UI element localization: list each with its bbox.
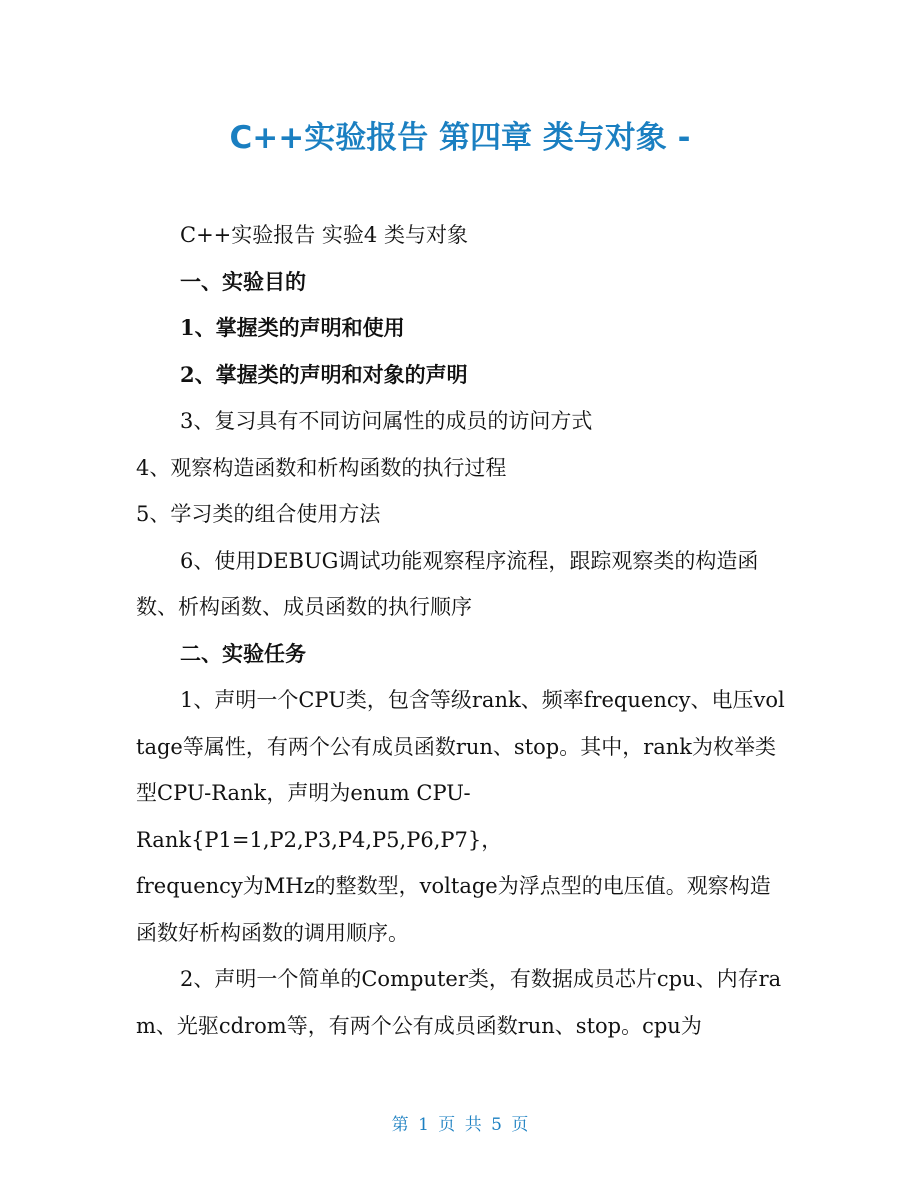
section-heading-objectives: 一、实验目的 xyxy=(180,268,306,294)
task-item-1-continued: frequency为MHz的整数型，voltage为浮点型的电压值。观察构造函数好析构函数的调用顺序。 xyxy=(136,874,771,945)
objective-item-3: 3、复习具有不同访问属性的成员的访问方式 xyxy=(180,409,593,433)
document-title: C++实验报告 第四章 类与对象 - xyxy=(229,120,691,156)
task-item-2: 2、声明一个简单的Computer类，有数据成员芯片cpu、内存ram、光驱cdrom等，有两个公有成员函数run、stop。cpu为 xyxy=(136,967,782,1038)
section-heading-tasks: 二、实验任务 xyxy=(180,640,306,666)
objective-item-1: 1、掌握类的声明和使用 xyxy=(180,315,405,340)
paragraph-report-heading: C++实验报告 实验4 类与对象 xyxy=(180,223,468,247)
page-number-footer: 第 1 页 共 5 页 xyxy=(391,1115,529,1135)
objective-item-5: 5、学习类的组合使用方法 xyxy=(136,502,381,526)
task-item-1-enum: Rank{P1=1,P2,P3,P4,P5,P6,P7}， xyxy=(136,827,503,852)
task-item-1: 1、声明一个CPU类，包含等级rank、频率frequency、电压voltage等属性，有两个公有成员函数run、stop。其中，rank为枚举类型CPU-Rank，声明为enum CPU- xyxy=(136,688,785,805)
objective-item-6: 6、使用DEBUG调试功能观察程序流程，跟踪观察类的构造函数、析构函数、成员函数的执行顺序 xyxy=(136,548,759,619)
document-body xyxy=(136,212,786,1049)
objective-item-2: 2、掌握类的声明和对象的声明 xyxy=(180,361,468,387)
objective-item-4: 4、观察构造函数和析构函数的执行过程 xyxy=(136,455,507,480)
